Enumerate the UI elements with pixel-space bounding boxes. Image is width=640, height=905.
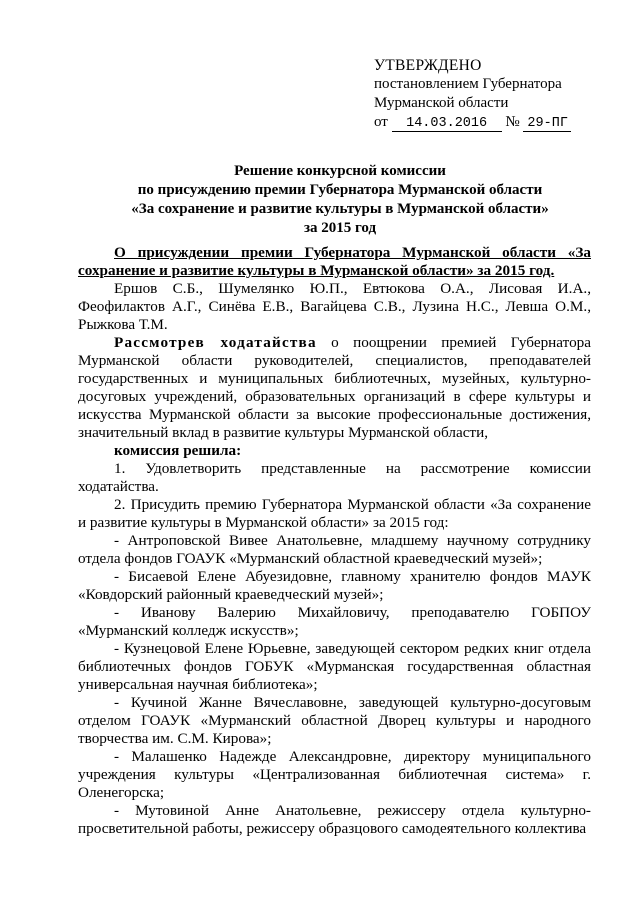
awardee-item: - Кучиной Жанне Вячеславовне, заведующей культурно-досуговым отделом ГОАУК «Мурманский областной Дворец культуры и народного творчества им. С.М. Кирова»; <box>78 694 591 747</box>
approval-line-2: Мурманской области <box>374 95 509 111</box>
considering-text: о поощрении премией Губернатора Мурманской области руководителей, специалистов, преподавателей государственных и муниципальных библиотечных, музейных, культурно-досуговых учреждений, образовательных организаций в сфере культуры и искусства Мурманской области за высокие профессиональные достижения, значительный вклад в развитие культуры Мурманской области, <box>78 334 591 441</box>
awardee-item: - Антроповской Вивее Анатольевне, младшему научному сотруднику отдела фондов ГОАУК «Мурманский областной краеведческий музей»; <box>78 532 591 567</box>
approval-line-1: постановлением Губернатора <box>374 76 562 92</box>
awardee-item: - Мутовиной Анне Анатольевне, режиссеру отдела культурно-просветительной работы, режиссеру образцового самодеятельного коллектива <box>78 802 591 837</box>
awardee-item: - Кузнецовой Елене Юрьевне, заведующей сектором редких книг отдела библиотечных фондов ГОБУК «Мурманская государственная областная универсальная научная библиотека»; <box>78 640 591 693</box>
considering-paragraph <box>78 334 591 442</box>
approval-date-line <box>374 113 624 132</box>
heading-line-2: по присуждению премии Губернатора Мурманской области <box>137 182 543 198</box>
point-2: 2. Присудить премию Губернатора Мурманской области «За сохранение и развитие культуры в Мурманской области» за 2015 год: <box>78 496 591 531</box>
decision-body <box>78 244 591 838</box>
members-paragraph: Ершов С.Б., Шумелянко Ю.П., Евтюкова О.А., Лисовая И.А., Феофилактов А.Г., Синёва Е.В., Вагайцева С.В., Лузина Н.С., Левша О.М., Рыжкова Т.М. <box>78 280 591 333</box>
number-prefix: № <box>505 114 520 130</box>
date-prefix: от <box>374 114 388 130</box>
approval-date: 14.03.2016 <box>392 116 502 132</box>
approval-number: 29-ПГ <box>523 116 571 132</box>
point-1: 1. Удовлетворить представленные на рассмотрение комиссии ходатайства. <box>78 460 591 495</box>
awardee-item: - Малашенко Надежде Александровне, директору муниципального учреждения культуры «Централизованная библиотечная система» г. Оленегорска; <box>78 748 591 801</box>
awardee-item: - Бисаевой Елене Абуезидовне, главному хранителю фондов МАУК «Ковдорский районный краеведческий музей»; <box>78 568 591 603</box>
approval-stamp <box>374 56 624 132</box>
decided-line: комиссия решила: <box>114 442 242 459</box>
subject-paragraph: О присуждении премии Губернатора Мурманской области «За сохранение и развитие культуры в Мурманской области» за 2015 год. <box>78 244 591 279</box>
approval-title: УТВЕРЖДЕНО <box>374 57 482 74</box>
considering-lead: Рассмотрев ходатайства <box>114 334 317 351</box>
awardee-item: - Иванову Валерию Михайловичу, преподавателю ГОБПОУ «Мурманский колледж искусств»; <box>78 604 591 639</box>
decision-heading <box>60 162 620 238</box>
heading-line-3: «За сохранение и развитие культуры в Мурманской области» <box>131 201 549 217</box>
heading-line-4: за 2015 год <box>303 220 377 236</box>
heading-line-1: Решение конкурсной комиссии <box>234 163 446 179</box>
